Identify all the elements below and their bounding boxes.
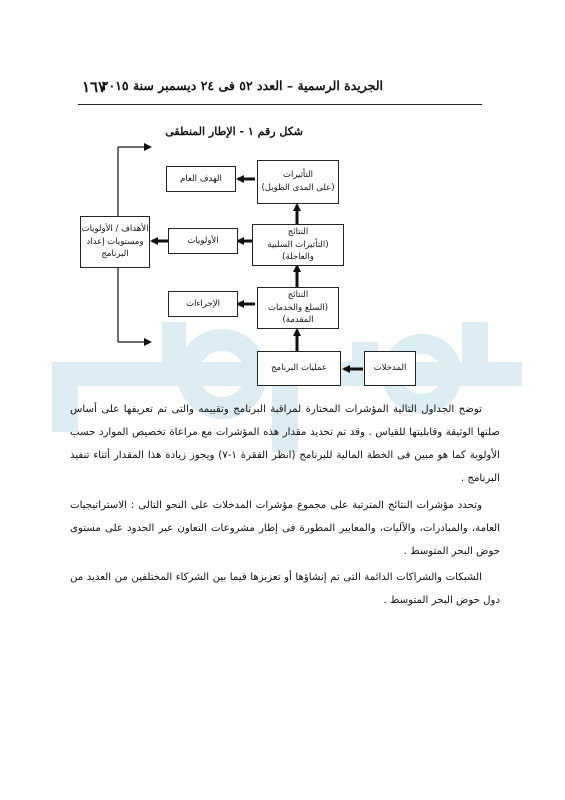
inputs-box: المدخلات (364, 351, 416, 386)
actions-box: الإجراءات (168, 291, 238, 317)
figure-title: شكل رقم ١ - الإطار المنطقى (165, 125, 303, 138)
running-header: الجريدة الرسمية – العدد ٥٢ فى ٢٤ ديسمبر سنة ٢٠١٥ (101, 78, 383, 93)
general-objective-box: الهدف العام (166, 166, 236, 192)
paragraph-networks: الشبكات والشراكات الدائمة التى تم إنشاؤها أو تعزيزها فيما بين الشركاء المختلفين من العديد من دول حوض البحر المتوسط . (70, 572, 500, 606)
goals-box: الأهداف / الأولويات ومستويات إعداد البرنامج (80, 216, 150, 268)
page-number: ١٦٧ (82, 78, 107, 96)
paragraph-indicators-intro: توضح الجداول التالية المؤشرات المختارة لمراقبة البرنامج وتقييمه والتى تم تعريفها على أساس صلتها الوثيقة وقابليتها للقياس . وقد تم تحديد مقدار هذه المؤشرات مع مراعاة تخصيص الموارد حسب الأولوية كما هو مبين فى الخطة المالية للبرنامج (انظر الفقرة ١-٧) ويجوز زيادة هذا المقدار أثناء تنفيذ البرنامج . (70, 404, 500, 484)
results-box: النتائج (التأثيرات السلبية والعاجلة) (252, 224, 344, 266)
outputs-box: النتائج (السلع والخدمات المقدمة) (257, 287, 339, 329)
paragraph-results-indicators: وتحدد مؤشرات النتائج المترتبة على مجموع مؤشرات المدخلات على النحو التالى : الاستراتيجيات العامة، والمبادرات، والآليات، والمعايير المطورة فى إطار مشروعات التعاون عبر الحدود على مستوى حوض البحر المتوسط . (70, 500, 500, 557)
impacts-box: التأثيرات (على المدى الطويل) (257, 160, 339, 204)
priorities-box: الأولويات (168, 228, 238, 254)
program-operations-box: عمليات البرنامج (257, 351, 341, 386)
